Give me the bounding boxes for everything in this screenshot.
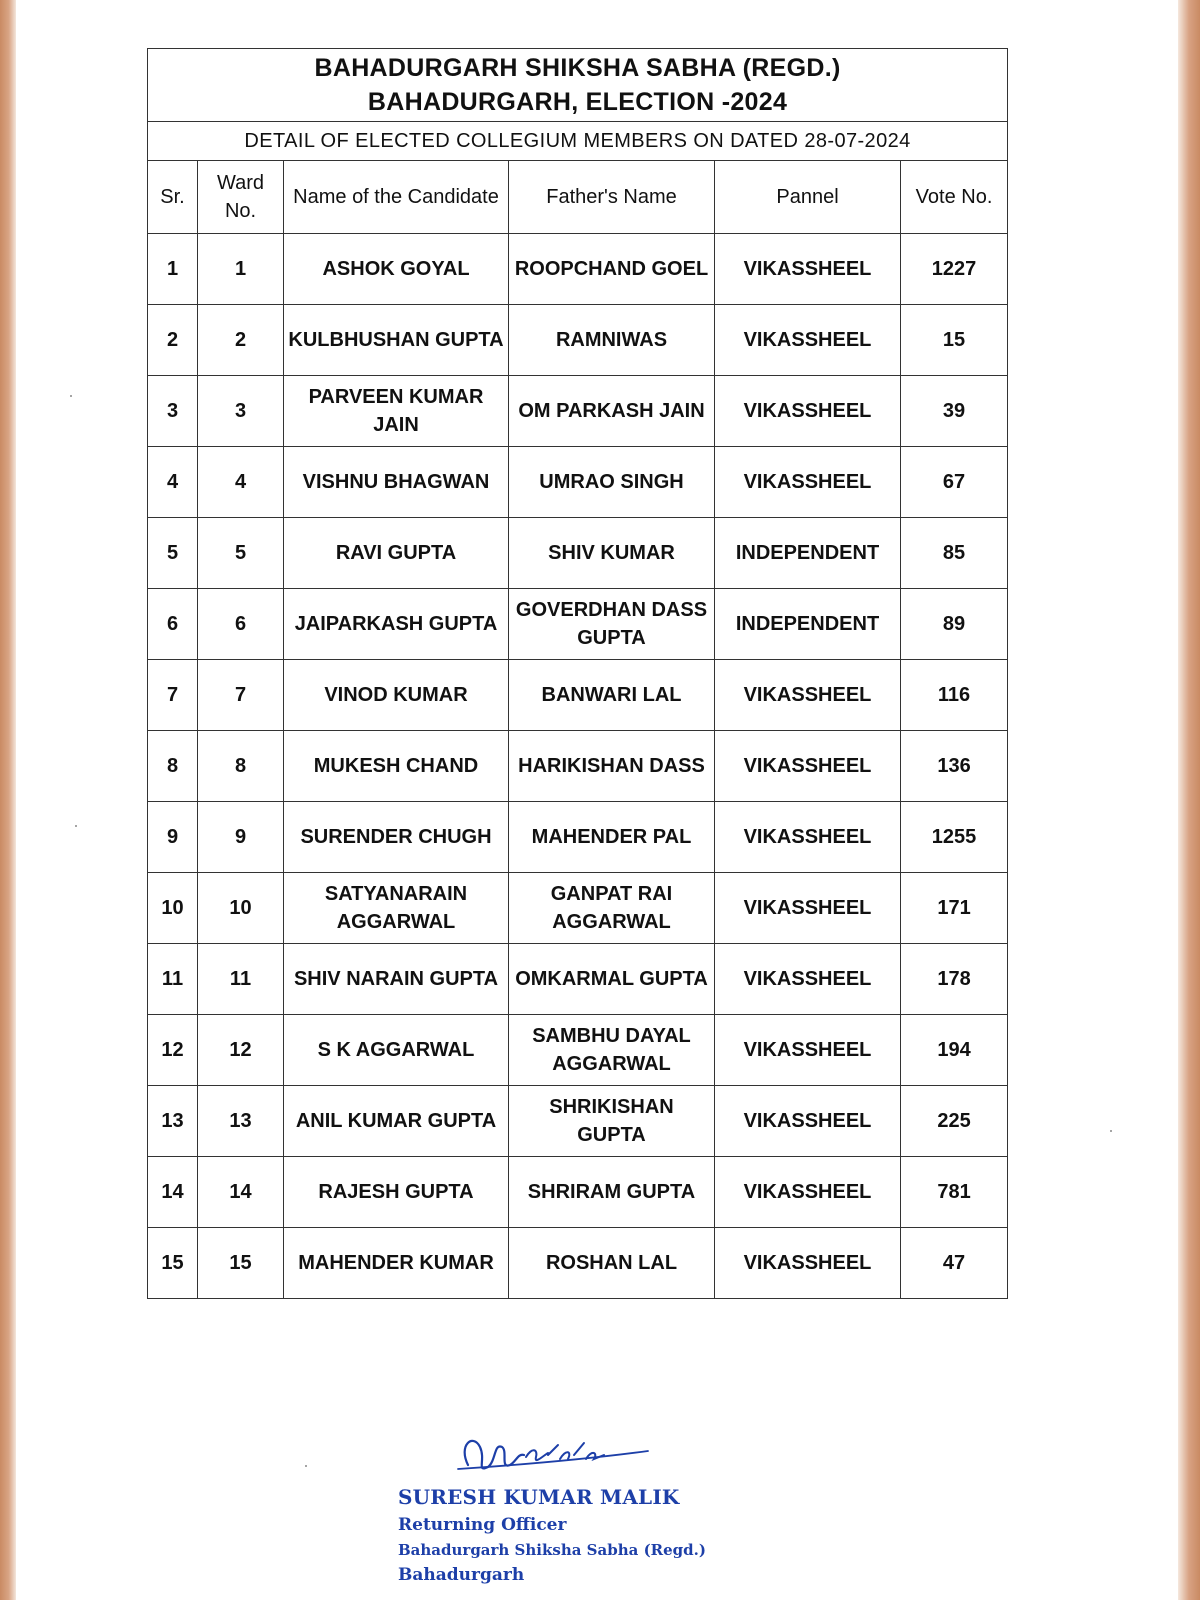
header-row [148, 161, 1008, 234]
cell-father: BANWARI LAL [509, 660, 715, 731]
paper-edge-right [1178, 0, 1200, 1600]
cell-father: UMRAO SINGH [509, 447, 715, 518]
table-row [148, 589, 1008, 660]
cell-father: GOVERDHAN DASS GUPTA [509, 589, 715, 660]
table-row [148, 1015, 1008, 1086]
cell-candidate: SHIV NARAIN GUPTA [284, 944, 509, 1015]
cell-sr: 11 [148, 944, 198, 1015]
table-row [148, 234, 1008, 305]
table-row [148, 802, 1008, 873]
cell-candidate: VISHNU BHAGWAN [284, 447, 509, 518]
cell-vote: 15 [901, 305, 1008, 376]
cell-ward: 2 [198, 305, 284, 376]
cell-pannel: VIKASSHEEL [715, 731, 901, 802]
cell-vote: 171 [901, 873, 1008, 944]
cell-ward: 15 [198, 1228, 284, 1299]
cell-ward: 13 [198, 1086, 284, 1157]
table-row [148, 518, 1008, 589]
cell-sr: 12 [148, 1015, 198, 1086]
cell-pannel: VIKASSHEEL [715, 660, 901, 731]
table-body [148, 234, 1008, 1299]
cell-sr: 8 [148, 731, 198, 802]
table-row [148, 1228, 1008, 1299]
cell-vote: 116 [901, 660, 1008, 731]
cell-sr: 2 [148, 305, 198, 376]
document-subtitle: DETAIL OF ELECTED COLLEGIUM MEMBERS ON DATED 28-07-2024 [148, 122, 1008, 161]
table-row [148, 660, 1008, 731]
collegium-members-table [147, 48, 1008, 1299]
cell-ward: 5 [198, 518, 284, 589]
cell-father: SHIV KUMAR [509, 518, 715, 589]
cell-father: SHRIKISHAN GUPTA [509, 1086, 715, 1157]
cell-ward: 11 [198, 944, 284, 1015]
officer-name: SURESH KUMAR MALIK [398, 1485, 680, 1509]
cell-pannel: VIKASSHEEL [715, 1015, 901, 1086]
signature-block [398, 1425, 718, 1585]
cell-vote: 1227 [901, 234, 1008, 305]
paper-speck [70, 395, 72, 397]
cell-father: GANPAT RAI AGGARWAL [509, 873, 715, 944]
cell-father: SHRIRAM GUPTA [509, 1157, 715, 1228]
header-vote: Vote No. [901, 161, 1008, 234]
table-row [148, 873, 1008, 944]
header-father: Father's Name [509, 161, 715, 234]
cell-sr: 10 [148, 873, 198, 944]
cell-sr: 9 [148, 802, 198, 873]
cell-vote: 85 [901, 518, 1008, 589]
subtitle-row [148, 122, 1008, 161]
table-row [148, 447, 1008, 518]
cell-vote: 781 [901, 1157, 1008, 1228]
cell-pannel: INDEPENDENT [715, 589, 901, 660]
cell-candidate: MAHENDER KUMAR [284, 1228, 509, 1299]
cell-vote: 136 [901, 731, 1008, 802]
cell-sr: 3 [148, 376, 198, 447]
cell-pannel: VIKASSHEEL [715, 873, 901, 944]
cell-candidate: S K AGGARWAL [284, 1015, 509, 1086]
cell-ward: 14 [198, 1157, 284, 1228]
cell-ward: 9 [198, 802, 284, 873]
table-row [148, 1157, 1008, 1228]
cell-ward: 6 [198, 589, 284, 660]
cell-pannel: VIKASSHEEL [715, 234, 901, 305]
cell-pannel: VIKASSHEEL [715, 447, 901, 518]
cell-ward: 10 [198, 873, 284, 944]
cell-vote: 194 [901, 1015, 1008, 1086]
cell-candidate: RAJESH GUPTA [284, 1157, 509, 1228]
cell-pannel: INDEPENDENT [715, 518, 901, 589]
cell-sr: 15 [148, 1228, 198, 1299]
officer-place: Bahadurgarh [398, 1565, 525, 1585]
cell-candidate: JAIPARKASH GUPTA [284, 589, 509, 660]
table-row [148, 376, 1008, 447]
cell-pannel: VIKASSHEEL [715, 1157, 901, 1228]
cell-father: MAHENDER PAL [509, 802, 715, 873]
title-row [148, 49, 1008, 122]
table-row [148, 1086, 1008, 1157]
cell-candidate: ASHOK GOYAL [284, 234, 509, 305]
cell-father: HARIKISHAN DASS [509, 731, 715, 802]
paper-speck [75, 825, 77, 827]
header-pannel: Pannel [715, 161, 901, 234]
table-row [148, 731, 1008, 802]
cell-sr: 4 [148, 447, 198, 518]
cell-pannel: VIKASSHEEL [715, 1086, 901, 1157]
cell-sr: 14 [148, 1157, 198, 1228]
paper-speck [305, 1465, 307, 1467]
title-line-1: BAHADURGARH SHIKSHA SABHA (REGD.) [314, 54, 841, 82]
cell-sr: 5 [148, 518, 198, 589]
cell-vote: 89 [901, 589, 1008, 660]
table-row [148, 305, 1008, 376]
cell-father: ROOPCHAND GOEL [509, 234, 715, 305]
cell-vote: 178 [901, 944, 1008, 1015]
cell-ward: 8 [198, 731, 284, 802]
cell-candidate: KULBHUSHAN GUPTA [284, 305, 509, 376]
officer-designation: Returning Officer [398, 1515, 567, 1535]
cell-ward: 12 [198, 1015, 284, 1086]
cell-father: RAMNIWAS [509, 305, 715, 376]
cell-sr: 1 [148, 234, 198, 305]
officer-organization: Bahadurgarh Shiksha Sabha (Regd.) [398, 1541, 706, 1559]
document-title [148, 49, 1008, 122]
cell-candidate: SURENDER CHUGH [284, 802, 509, 873]
table-row [148, 944, 1008, 1015]
cell-sr: 6 [148, 589, 198, 660]
cell-ward: 4 [198, 447, 284, 518]
cell-candidate: PARVEEN KUMAR JAIN [284, 376, 509, 447]
cell-father: SAMBHU DAYAL AGGARWAL [509, 1015, 715, 1086]
cell-vote: 1255 [901, 802, 1008, 873]
cell-father: OM PARKASH JAIN [509, 376, 715, 447]
cell-candidate: MUKESH CHAND [284, 731, 509, 802]
cell-ward: 1 [198, 234, 284, 305]
cell-father: ROSHAN LAL [509, 1228, 715, 1299]
cell-pannel: VIKASSHEEL [715, 944, 901, 1015]
cell-candidate: SATYANARAIN AGGARWAL [284, 873, 509, 944]
cell-candidate: VINOD KUMAR [284, 660, 509, 731]
paper-speck [1110, 1130, 1112, 1132]
cell-candidate: RAVI GUPTA [284, 518, 509, 589]
header-sr: Sr. [148, 161, 198, 234]
header-ward: Ward No. [198, 161, 284, 234]
handwritten-signature [398, 1425, 678, 1485]
cell-vote: 67 [901, 447, 1008, 518]
cell-ward: 7 [198, 660, 284, 731]
cell-sr: 13 [148, 1086, 198, 1157]
cell-pannel: VIKASSHEEL [715, 1228, 901, 1299]
cell-pannel: VIKASSHEEL [715, 376, 901, 447]
cell-ward: 3 [198, 376, 284, 447]
header-candidate: Name of the Candidate [284, 161, 509, 234]
paper-edge-left [0, 0, 16, 1600]
cell-vote: 39 [901, 376, 1008, 447]
cell-vote: 225 [901, 1086, 1008, 1157]
cell-vote: 47 [901, 1228, 1008, 1299]
cell-candidate: ANIL KUMAR GUPTA [284, 1086, 509, 1157]
cell-sr: 7 [148, 660, 198, 731]
title-line-2: BAHADURGARH, ELECTION -2024 [367, 88, 788, 116]
cell-father: OMKARMAL GUPTA [509, 944, 715, 1015]
cell-pannel: VIKASSHEEL [715, 305, 901, 376]
cell-pannel: VIKASSHEEL [715, 802, 901, 873]
